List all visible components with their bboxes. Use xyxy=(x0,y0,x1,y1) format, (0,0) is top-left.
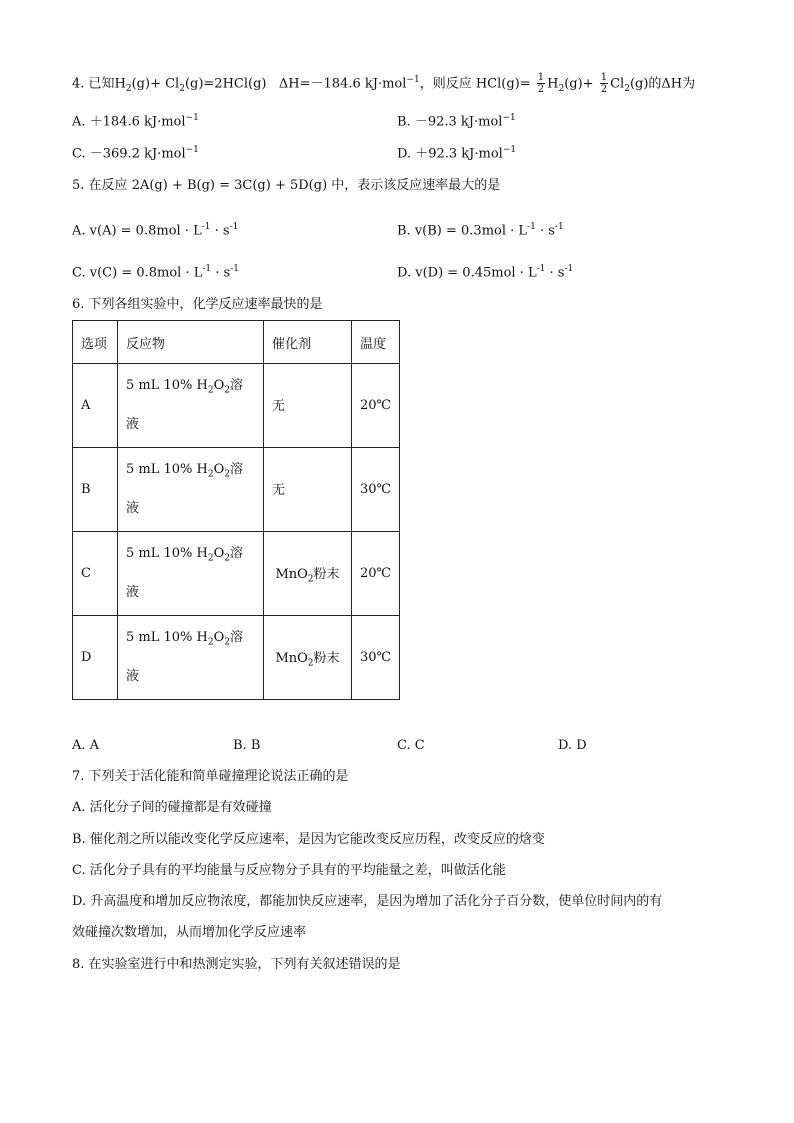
temperature-cell: 20℃ xyxy=(352,532,400,616)
catalyst-cell: MnO$_2$粉末 xyxy=(264,616,352,700)
header-option: 选项 xyxy=(73,321,118,364)
q6-stem: 6. 下列各组实验中，化学反应速率最快的是 xyxy=(72,297,323,312)
table-row: D 5 mL 10% $H_2O_2$溶 液 MnO$_2$粉末 30℃ xyxy=(73,616,400,700)
table-header-row xyxy=(73,321,400,364)
temperature-cell: 30℃ xyxy=(352,616,400,700)
temperature-cell: 20℃ xyxy=(352,364,400,448)
temperature-cell: 30℃ xyxy=(352,448,400,532)
header-temperature: 温度 xyxy=(352,321,400,364)
fraction-half: $\frac{1}{2}$ xyxy=(600,72,608,96)
reactant-cell: 5 mL 10% $H_2O_2$溶 液 xyxy=(118,448,264,532)
table-row: B 5 mL 10% $H_2O_2$溶 液 无 30℃ xyxy=(73,448,400,532)
q4-option-a: A. ＋184.6 kJ·mol$^{-1}$ xyxy=(72,113,199,130)
q7-option-c: C. 活化分子具有的平均能量与反应物分子具有的平均能量之差，叫做活化能 xyxy=(72,863,506,878)
q7-option-a: A. 活化分子间的碰撞都是有效碰撞 xyxy=(72,800,272,815)
q5-option-a: A. $v(A) = 0.8mol \cdot L^{-1} \cdot s^{-1}$ xyxy=(72,222,239,239)
q6-answer-a: A. A xyxy=(72,738,100,753)
q7-option-d-line1: D. 升高温度和增加反应物浓度，都能加快反应速率，是因为增加了活化分子百分数，使单位时间内的有 xyxy=(72,894,663,909)
q4-stem: 4. 已知$H_2(g)+ Cl_2(g)=2HCl(g)$ ΔH=－184.6 kJ·mol$^{-1}$，则反应 HCl(g)= $\frac{1}{2}$ $H_2(g)+$ $\frac{1}{2}$ $Cl_2(g)$的ΔH为 xyxy=(72,72,696,96)
header-catalyst: 催化剂 xyxy=(264,321,352,364)
catalyst-cell: MnO$_2$粉末 xyxy=(264,532,352,616)
table-row: A 5 mL 10% $H_2O_2$溶 液 无 20℃ xyxy=(73,364,400,448)
header-reactant: 反应物 xyxy=(118,321,264,364)
reaction-table xyxy=(72,320,400,700)
q4-option-b: B. －92.3 kJ·mol$^{-1}$ xyxy=(397,113,516,130)
fraction-half: $\frac{1}{2}$ xyxy=(537,72,545,96)
q6-answer-c: C. C xyxy=(397,738,425,753)
catalyst-cell: 无 xyxy=(264,448,352,532)
q4-option-c: C. －369.2 kJ·mol$^{-1}$ xyxy=(72,145,199,162)
reactant-cell: 5 mL 10% $H_2O_2$溶 液 xyxy=(118,616,264,700)
q7-stem: 7. 下列关于活化能和简单碰撞理论说法正确的是 xyxy=(72,769,349,784)
q4-option-d: D. ＋92.3 kJ·mol$^{-1}$ xyxy=(397,145,517,162)
table-row: C 5 mL 10% $H_2O_2$溶 液 MnO$_2$粉末 20℃ xyxy=(73,532,400,616)
reactant-cell: 5 mL 10% $H_2O_2$溶 液 xyxy=(118,532,264,616)
q8-stem: 8. 在实验室进行中和热测定实验，下列有关叙述错误的是 xyxy=(72,957,401,972)
q7-option-b: B. 催化剂之所以能改变化学反应速率，是因为它能改变反应历程，改变反应的焓变 xyxy=(72,832,545,847)
catalyst-cell: 无 xyxy=(264,364,352,448)
q5-stem: 5. 在反应 2A(g) + B(g) = 3C(g) + 5D(g) 中，表示该反应速率最大的是 xyxy=(72,178,501,193)
q5-option-b: B. $v(B) = 0.3mol \cdot L^{-1} \cdot s^{-1}$ xyxy=(397,222,564,239)
q6-answer-b: B. B xyxy=(233,738,261,753)
q7-option-d-line2: 效碰撞次数增加，从而增加化学反应速率 xyxy=(72,925,307,940)
q6-answer-d: D. D xyxy=(558,738,587,753)
q5-option-d: D. $v(D) = 0.45mol \cdot L^{-1} \cdot s^{-1}$ xyxy=(397,264,574,281)
q5-option-c: C. $v(C) = 0.8mol \cdot L^{-1} \cdot s^{-1}$ xyxy=(72,264,239,281)
reactant-cell: 5 mL 10% $H_2O_2$溶 液 xyxy=(118,364,264,448)
